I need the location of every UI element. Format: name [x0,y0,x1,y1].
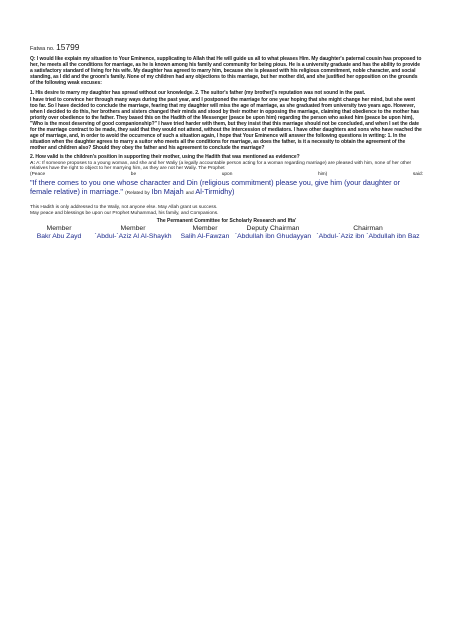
signatories-row [30,225,423,241]
signatory-role: Deputy Chairman [246,225,300,233]
narrator-ibn-majah: Ibn Majah [151,187,184,197]
signatory [178,225,232,241]
question-1: Q: I would like explain my situation to Your Eminence, supplicating to Allah that He will guide us all to what pleases Him. My daughter's paternal cousin has proposed to her, he meets all the conditions for marriage, as he is known among his family and community for being pious. He is a university graduate and has the ability to provide a satisfactory standard of living for his wife. My daughter has agreed to marry him, because she is pleased with his religious commitment, noble character, and social standing, as I did and the groom's family. None of my children had any objections to this marriage, but her mother did, and she justified her opposition on the grounds of the following weak excuses: [30,56,422,87]
question-paragraph: I have tried to convince her through many ways during the past year, and I postponed the marriage for one year hoping that she might change her mind, but she went too far. So I have decided to conclude the marriage, fearing that my daughter will miss the age of marriage, as she graduated from university two years ago. However, when I decided to do this, her brothers and sisters changed their minds and stood by their mother in opposing the marriage, claiming that obedience to the mother has priority over obedience to the father. They based this on the Hadith of the Messenger (peace be upon him) regarding the person who asked him (peace be upon him), "Who is the most deserving of good companionship?" I have tried harder with them, but they insist that this marriage should not be concluded, and when I set the date for the marriage contract to be made, they said that they would not attend, without the intercession of mediators. I have other daughters and sons who have reached the age of marriage, and, in order to avoid the occurrence of such a situation again, I hope that Your Eminence will answer the following questions in writing: 1. In the situation when the daughter agrees to marry a suitor who meets all the conditions for marriage, as does the father, is it a necessity to obtain the agreement of the mother and children also? Should they obey the father and his agreement to conclude the marriage? [30,96,422,152]
narrator-tirmidhy: Al-Tirmidhy) [195,187,235,197]
signatory [232,225,314,241]
fatwa-label: Fatwa no. [30,46,55,52]
split-word: said: [412,171,423,177]
answer-intro-text: A: If someone proposes to a young woman, and she and her Waliy (a legally accountable person acting for a woman regarding marriage) are pleased with him, none of her other relatives have the right to object to her marrying him, as they are not her Waliy. The Prophet [30,160,412,172]
split-word: upon [221,171,233,177]
signatory [314,225,422,241]
fatwa-number: 15799 [56,42,80,52]
signatory-role: Member [120,225,146,233]
blessing-line: May peace and blessings be upon our Prophet Muhammad, his family, and Companions. [30,211,219,217]
signatory-role: Member [192,225,218,233]
waliy-note: This Hadith is only addressed to the Waliy, not anyone else. May Allah grant us success. [30,205,218,211]
narrator-and: and [185,191,194,197]
signatory-name: `Abdullah ibn Ghudayyan [234,233,312,241]
signatory-name: `Abdul-`Aziz ibn `Abdullah ibn Baz [316,233,420,241]
objections-list: 1. His desire to marry my daughter has spread without our knowledge. 2. The suitor's father (my brother)'s reputation was not sound in the past. [30,90,366,97]
question-2: 2. How valid is the children's position in supporting their mother, using the Hadith that was mentioned as evidence? [30,154,300,161]
fatwa-content [30,44,423,241]
split-word: (Peace [30,171,46,177]
signatory [30,225,88,241]
fatwa-number-line [30,44,423,53]
signatory-role: Member [46,225,72,233]
answer-intro: A: A: If someone proposes to a young woman, and she and her Waliy (a legally accountable person acting for a woman regarding marriage) are pleased with him, none of her other relatives have the right to object to her marrying him, as they are not her Waliy. The Prophet [30,160,412,172]
signatory-name: Salih Al-Fawzan [180,233,230,241]
hadith-text: "If there comes to you one whose character and Din (religious commitment) please you, give him (your daughter or female relative) in marriage." [30,177,401,197]
signatory-name: `Abdul-`Aziz Al Al-Shaykh [94,233,172,241]
signatory-role: Chairman [353,225,383,233]
signatory [88,225,178,241]
closing-note [30,205,423,217]
split-word: be [130,171,137,177]
signatory-name: Bakr Abu Zayd [36,233,82,241]
committee-title: The Permanent Committee for Scholarly Research and Ifta' [156,218,297,225]
hadith-quote [30,178,423,199]
related-by: (Related by [125,191,150,197]
split-word: him) [317,171,328,177]
